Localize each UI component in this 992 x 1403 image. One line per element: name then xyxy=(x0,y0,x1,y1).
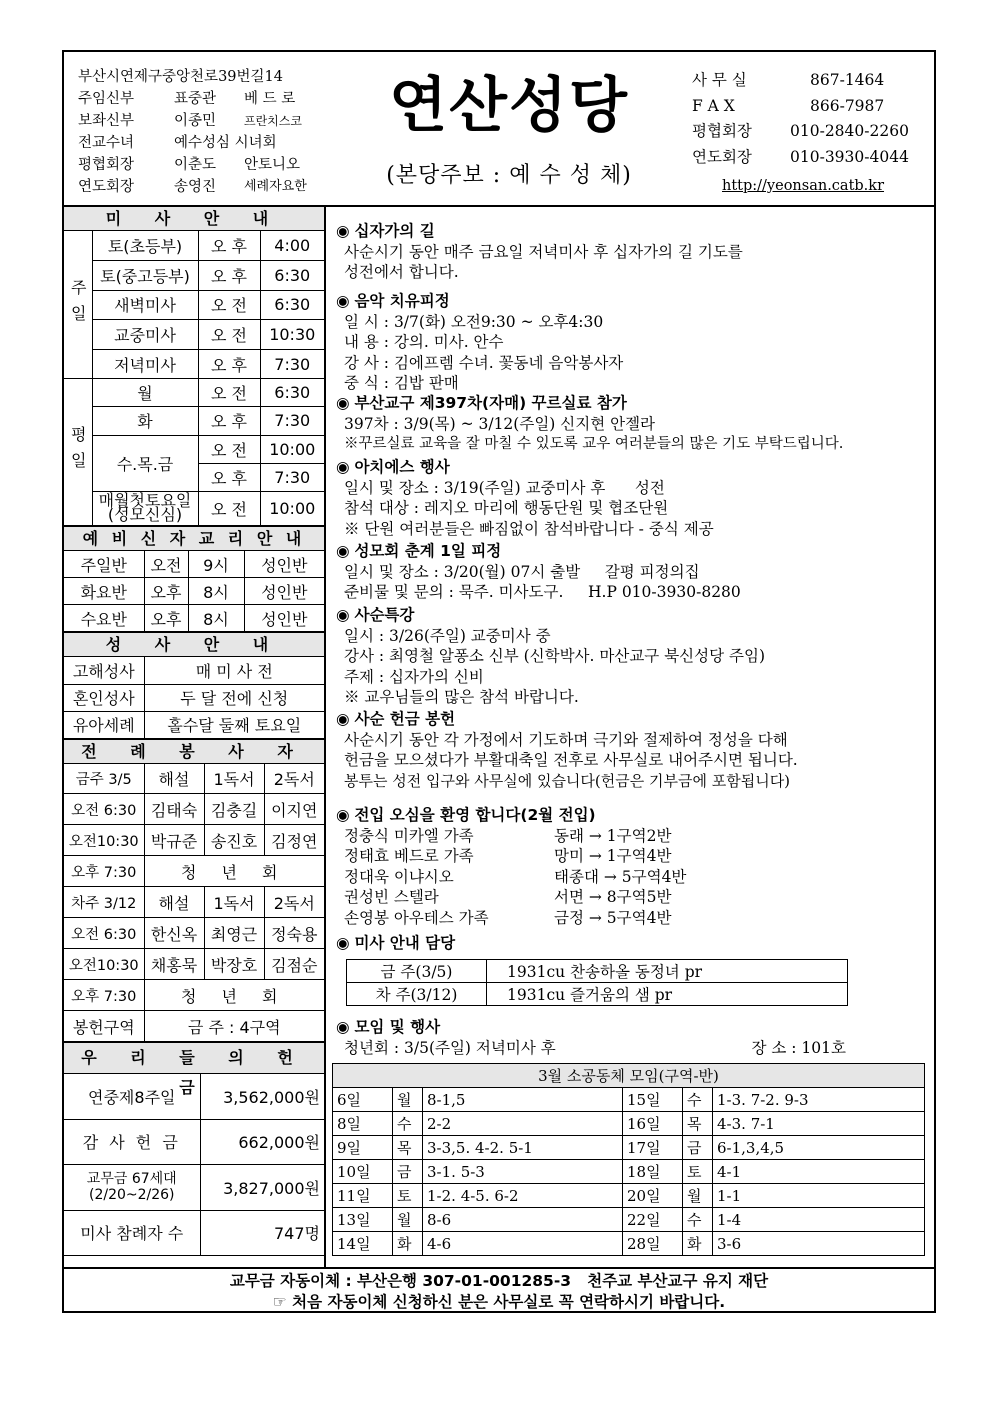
staff-role: 평협회장 xyxy=(78,157,135,173)
staff-name: 이춘도 xyxy=(174,157,217,173)
minister-name: 김충길 xyxy=(204,794,264,825)
groups: 6-1,3,4,5 xyxy=(713,1136,925,1160)
move-route: 동래 → 1구역2반 xyxy=(554,826,672,845)
day: 17일 xyxy=(623,1136,683,1160)
table-row xyxy=(333,1112,925,1136)
contact-value: 010-3930-4044 xyxy=(790,147,909,166)
offering-label: 미사 참례자 수 xyxy=(64,1210,200,1255)
table-row xyxy=(64,290,324,320)
minister-name: 박규준 xyxy=(144,825,204,856)
table-row xyxy=(333,1160,925,1184)
move-route: 금정 → 5구역4반 xyxy=(554,908,672,927)
class-ampm: 오후 xyxy=(144,578,188,605)
table-row xyxy=(64,1011,324,1042)
class-hour: 9시 xyxy=(188,551,244,578)
staff-baptismal: 안토니오 xyxy=(244,157,301,173)
contact-label: 연도회장 xyxy=(692,147,752,166)
mass-time: 10:00 xyxy=(260,491,324,525)
notice-heading: ◉ 부산교구 제397차(자매) 꾸르실료 참가 xyxy=(336,393,843,414)
mass-time: 오후 7:30 xyxy=(64,856,144,887)
class-ampm: 오후 xyxy=(144,605,188,632)
staff-name: 예수성심 시녀회 xyxy=(174,135,277,151)
guide-week: 금 주(3/5) xyxy=(347,960,487,983)
weekday: 목 xyxy=(683,1112,713,1136)
groups: 4-3. 7-1 xyxy=(713,1112,925,1136)
footer xyxy=(64,1267,934,1311)
staff-name: 이종민 xyxy=(174,113,217,129)
minister-group: 청 년 회 xyxy=(144,856,324,887)
week-label: 차주 3/12 xyxy=(64,887,144,918)
mass-ampm: 오 후 xyxy=(198,406,260,435)
day: 10일 xyxy=(333,1160,393,1184)
notice-heading: ◉ 음악 치유피정 xyxy=(336,291,623,312)
role-header: 1독서 xyxy=(204,764,264,794)
table-row xyxy=(64,605,324,632)
guide-week: 차 주(3/12) xyxy=(347,983,487,1006)
weekday: 월 xyxy=(393,1088,423,1112)
header-contacts xyxy=(692,68,909,200)
groups: 1-3. 7-2. 9-3 xyxy=(713,1088,925,1112)
sacrament-value: 매 미 사 전 xyxy=(144,657,324,684)
family-name: 정충식 미카엘 가족 xyxy=(344,826,474,845)
day: 14일 xyxy=(333,1232,393,1256)
notice-line: 참석 대상 : 레지오 마리에 행동단원 및 협조단원 xyxy=(344,499,669,517)
minister-name: 정숙용 xyxy=(264,918,324,949)
class-hour: 8시 xyxy=(188,605,244,632)
mass-name: 새벽미사 xyxy=(92,290,198,320)
contact-value: 867-1464 xyxy=(810,71,885,89)
meeting-place: 장 소 : 101호 xyxy=(751,1038,846,1057)
notice-lent-offering xyxy=(336,709,798,791)
notice-line: 일시 : 3/26(주일) 교중미사 중 xyxy=(344,626,551,645)
table-row xyxy=(64,349,324,379)
notice-line: 내 용 : 강의. 미사. 안수 xyxy=(344,333,504,351)
minister-name: 김점순 xyxy=(264,949,324,980)
mass-name: 교중미사 xyxy=(92,320,198,350)
sacrament-name: 고해성사 xyxy=(64,657,144,684)
mass-ampm: 오 후 xyxy=(198,349,260,379)
contact-value: 866-7987 xyxy=(810,96,885,115)
groups: 4-1 xyxy=(713,1160,925,1184)
table-row xyxy=(64,379,324,406)
weekday-label: 평일 xyxy=(64,379,92,525)
notice-line: 사순시기 동안 매주 금요일 저녁미사 후 십자가의 길 기도를 xyxy=(344,242,743,261)
week-label: 금주 3/5 xyxy=(64,764,144,794)
table-row xyxy=(64,435,324,463)
minister-name: 김태숙 xyxy=(144,794,204,825)
groups: 3-3,5. 4-2. 5-1 xyxy=(423,1136,623,1160)
notice-line: ※ 단원 여러분들은 빠짐없이 참석바랍니다 - 중식 제공 xyxy=(344,519,714,538)
sacrament-value: 두 달 전에 신청 xyxy=(144,684,324,711)
offering-value: 747명 xyxy=(200,1210,324,1255)
table-row xyxy=(64,406,324,435)
table-row xyxy=(64,684,324,711)
sacraments-title: 성 사 안 내 xyxy=(64,632,324,657)
family-name: 정대욱 이냐시오 xyxy=(344,867,454,886)
table-row xyxy=(64,231,324,261)
notice-line: 봉투는 성전 입구와 사무실에 있습니다(헌금은 기부금에 포함됩니다) xyxy=(344,771,791,790)
class-name: 수요반 xyxy=(64,605,144,632)
page-title: 연산성당 xyxy=(389,71,629,141)
mass-table xyxy=(64,231,324,526)
day: 18일 xyxy=(623,1160,683,1184)
table-row xyxy=(333,1232,925,1256)
table-row xyxy=(333,1208,925,1232)
table-row xyxy=(64,856,324,887)
groups: 8-1,5 xyxy=(423,1088,623,1112)
header xyxy=(64,52,934,207)
weekday: 수 xyxy=(683,1088,713,1112)
notice-line: 준비물 및 문의 : 묵주. 미사도구. H.P 010-3930-8280 xyxy=(344,583,741,601)
ministers-table xyxy=(64,764,324,1043)
notice-music-retreat xyxy=(336,291,623,394)
notice-heading: ◉ 사순특강 xyxy=(336,605,765,626)
move-in-list xyxy=(336,826,734,929)
minister-name: 송진호 xyxy=(204,825,264,856)
groups: 3-1. 5-3 xyxy=(423,1160,623,1184)
mass-time: 오전10:30 xyxy=(64,825,144,856)
groups: 1-4 xyxy=(713,1208,925,1232)
ministers-title: 전 례 봉 사 자 xyxy=(64,739,324,764)
notice-meetings xyxy=(336,1017,846,1058)
staff-baptismal: 세례자요한 xyxy=(244,179,307,194)
move-route: 서면 → 8구역5반 xyxy=(554,888,672,906)
groups: 8-6 xyxy=(423,1208,623,1232)
left-column xyxy=(64,207,326,1267)
notice-line: 헌금을 모으셨다가 부활대축일 전후로 사무실로 내어주시면 됩니다. xyxy=(344,751,798,769)
notice-line: 일시 및 장소 : 3/20(월) 07시 출발 갈평 피정의집 xyxy=(344,562,700,581)
role-header: 해설 xyxy=(144,764,204,794)
mass-name: 매월첫토요일 (성모신심) xyxy=(92,491,198,525)
contact-label: 사 무 실 xyxy=(692,71,747,89)
meeting-line xyxy=(336,1038,846,1059)
weekday: 목 xyxy=(393,1136,423,1160)
weekday: 금 xyxy=(393,1160,423,1184)
minister-name: 김정연 xyxy=(264,825,324,856)
website-link[interactable]: http://yeonsan.catb.kr xyxy=(722,178,885,194)
mass-ampm: 오 전 xyxy=(198,491,260,525)
notice-heading: ◉ 미사 안내 담당 xyxy=(336,933,455,954)
day: 20일 xyxy=(623,1184,683,1208)
role-header: 해설 xyxy=(144,887,204,918)
table-row xyxy=(64,918,324,949)
table-row xyxy=(64,764,324,794)
notice-lent-lecture xyxy=(336,605,765,708)
family-name: 권성빈 스텔라 xyxy=(344,888,439,906)
catechism-table xyxy=(64,551,324,633)
notice-line: 중 식 : 김밥 판매 xyxy=(344,374,459,392)
notice-line: 397차 : 3/9(목) ~ 3/12(주일) 신지현 안젤라 xyxy=(344,414,656,433)
offering-value: 3,827,000원 xyxy=(200,1164,324,1210)
small-groups-title: 3월 소공동체 모임(구역-반) xyxy=(333,1064,925,1088)
weekday: 토 xyxy=(683,1160,713,1184)
table-row xyxy=(64,825,324,856)
mass-name: 월 xyxy=(92,379,198,406)
weekday: 월 xyxy=(683,1184,713,1208)
day: 15일 xyxy=(623,1088,683,1112)
sunday-label: 주일 xyxy=(64,231,92,379)
offerings-title: 우 리 들 의 헌 금 xyxy=(64,1042,324,1074)
class-target: 성인반 xyxy=(244,605,324,632)
staff-role: 연도회장 xyxy=(78,179,135,195)
notice-heading: ◉ 십자가의 길 xyxy=(336,221,743,242)
family-name: 정태효 베드로 가족 xyxy=(344,847,474,865)
notice-line: 성전에서 합니다. xyxy=(344,263,459,281)
notice-acies xyxy=(336,457,714,539)
groups: 2-2 xyxy=(423,1112,623,1136)
day: 11일 xyxy=(333,1184,393,1208)
mass-time: 10:30 xyxy=(260,320,324,350)
staff-baptismal: 프란치스코 xyxy=(244,114,302,128)
contact-value: 010-2840-2260 xyxy=(790,122,909,140)
class-name: 주일반 xyxy=(64,551,144,578)
staff-name: 표중관 xyxy=(174,91,217,107)
weekday: 토 xyxy=(393,1184,423,1208)
mass-ampm: 오 전 xyxy=(198,435,260,463)
day: 16일 xyxy=(623,1112,683,1136)
table-row xyxy=(64,1119,324,1164)
day: 8일 xyxy=(333,1112,393,1136)
bulletin-frame xyxy=(62,50,936,1313)
mass-time: 4:00 xyxy=(260,231,324,261)
small-groups-table xyxy=(332,1063,925,1256)
contact-label: F A X xyxy=(692,96,735,115)
notice-heading: ◉ 사순 헌금 봉헌 xyxy=(336,709,798,730)
mass-time: 오전10:30 xyxy=(64,949,144,980)
weekday: 수 xyxy=(683,1208,713,1232)
table-row xyxy=(64,261,324,291)
notice-line: 강사 : 최영철 알퐁소 신부 (신학박사. 마산교구 북신성당 주임) xyxy=(344,647,766,665)
table-row xyxy=(64,1164,324,1210)
weekday: 화 xyxy=(393,1232,423,1256)
mass-time: 10:00 xyxy=(260,435,324,463)
notice-line: 주제 : 십자가의 신비 xyxy=(344,667,484,686)
page-subtitle: (본당주보 : 예 수 성 체) xyxy=(386,163,632,188)
minister-name: 채홍묵 xyxy=(144,949,204,980)
mass-time: 오후 7:30 xyxy=(64,980,144,1011)
meeting-info: 청년회 : 3/5(주일) 저녁미사 후 xyxy=(344,1038,556,1057)
notice-mothers-retreat xyxy=(336,541,741,603)
mass-ampm: 오 후 xyxy=(198,463,260,491)
mass-time: 6:30 xyxy=(260,290,324,320)
staff-role: 보좌신부 xyxy=(78,113,135,129)
table-row xyxy=(333,1088,925,1112)
day: 28일 xyxy=(623,1232,683,1256)
footer-bank-info: 교무금 자동이체 : 부산은행 307-01-001285-3 천주교 부산교구 유지 재단 xyxy=(229,1272,769,1290)
offering-area-value: 금 주 : 4구역 xyxy=(144,1011,324,1042)
minister-name: 박장호 xyxy=(204,949,264,980)
groups: 3-6 xyxy=(713,1232,925,1256)
catechism-title: 예 비 신 자 교 리 안 내 xyxy=(64,526,324,551)
day: 22일 xyxy=(623,1208,683,1232)
table-row xyxy=(64,1210,324,1255)
notice-cursillo xyxy=(336,393,843,455)
day: 9일 xyxy=(333,1136,393,1160)
header-staff xyxy=(78,66,307,198)
staff-role: 주임신부 xyxy=(78,91,135,107)
guide-choir: 1931cu 즐거움의 샘 pr xyxy=(487,983,848,1006)
mass-name: 화 xyxy=(92,406,198,435)
staff-baptismal: 베 드 로 xyxy=(244,91,296,107)
table-row xyxy=(347,983,848,1006)
class-ampm: 오전 xyxy=(144,551,188,578)
mass-time: 7:30 xyxy=(260,463,324,491)
mass-time: 오전 6:30 xyxy=(64,918,144,949)
contact-label: 평협회장 xyxy=(692,122,752,140)
table-row xyxy=(64,320,324,350)
move-route: 태종대 → 5구역4반 xyxy=(554,867,687,886)
staff-name: 송영진 xyxy=(174,179,217,195)
table-row xyxy=(64,980,324,1011)
weekday: 금 xyxy=(683,1136,713,1160)
role-header: 1독서 xyxy=(204,887,264,918)
table-row xyxy=(333,1136,925,1160)
mass-ampm: 오 후 xyxy=(198,231,260,261)
offering-value: 662,000원 xyxy=(200,1119,324,1164)
notice-line: 사순시기 동안 각 가정에서 기도하며 극기와 절제하여 정성을 다해 xyxy=(344,730,788,749)
mass-name: 저녁미사 xyxy=(92,349,198,379)
notice-move-in xyxy=(336,805,734,928)
groups: 4-6 xyxy=(423,1232,623,1256)
mass-guide-table xyxy=(346,959,848,1006)
notice-line: ※ 교우님들의 많은 참석 바랍니다. xyxy=(344,688,579,706)
class-target: 성인반 xyxy=(244,578,324,605)
offering-value: 3,562,000원 xyxy=(200,1074,324,1119)
mass-name: 토(초등부) xyxy=(92,231,198,261)
table-row xyxy=(333,1064,925,1088)
mass-time: 6:30 xyxy=(260,379,324,406)
table-row xyxy=(64,657,324,684)
minister-name: 이지연 xyxy=(264,794,324,825)
minister-name: 최영근 xyxy=(204,918,264,949)
offering-label: 교무금 67세대 (2/20~2/26) xyxy=(64,1164,200,1210)
notice-line: 일 시 : 3/7(화) 오전9:30 ~ 오후4:30 xyxy=(344,312,604,331)
table-row xyxy=(64,491,324,525)
mass-ampm: 오 전 xyxy=(198,320,260,350)
mass-time: 7:30 xyxy=(260,349,324,379)
notice-heading: ◉ 성모회 춘계 1일 피정 xyxy=(336,541,741,562)
groups: 1-1 xyxy=(713,1184,925,1208)
move-route: 망미 → 1구역4반 xyxy=(554,847,672,865)
address: 부산시연제구중앙천로39번길14 xyxy=(78,69,283,85)
notice-heading: ◉ 모임 및 행사 xyxy=(336,1017,846,1038)
footer-notice: ☞ 처음 자동이체 신청하신 분은 사무실로 꼭 연락하시기 바랍니다. xyxy=(272,1293,726,1311)
table-row xyxy=(347,960,848,983)
mass-title: 미 사 안 내 xyxy=(64,207,324,231)
offering-area-label: 봉헌구역 xyxy=(64,1011,144,1042)
table-row xyxy=(64,794,324,825)
mass-time: 6:30 xyxy=(260,261,324,291)
table-row xyxy=(64,711,324,738)
offering-label: 감 사 헌 금 xyxy=(64,1119,200,1164)
offering-label: 연중제8주일 xyxy=(64,1074,200,1119)
mass-ampm: 오 전 xyxy=(198,290,260,320)
sacraments-table xyxy=(64,657,324,739)
notice-stations xyxy=(336,221,743,283)
sacrament-name: 유아세례 xyxy=(64,711,144,738)
family-name: 손영봉 아우테스 가족 xyxy=(344,908,489,927)
mass-ampm: 오 후 xyxy=(198,261,260,291)
staff-role: 전교수녀 xyxy=(78,135,135,151)
groups: 1-2. 4-5. 6-2 xyxy=(423,1184,623,1208)
table-row xyxy=(64,551,324,578)
mass-time: 오전 6:30 xyxy=(64,794,144,825)
weekday: 월 xyxy=(393,1208,423,1232)
guide-choir: 1931cu 찬송하올 동정녀 pr xyxy=(487,960,848,983)
notice-line: ※꾸르실료 교육을 잘 마칠 수 있도록 교우 여러분들의 많은 기도 부탁드립니다. xyxy=(344,436,844,452)
notice-line: 강 사 : 김에프렘 수녀. 꽃동네 음악봉사자 xyxy=(344,353,624,372)
class-hour: 8시 xyxy=(188,578,244,605)
mass-name: 수.목.금 xyxy=(92,435,198,491)
weekday: 화 xyxy=(683,1232,713,1256)
minister-name: 한신옥 xyxy=(144,918,204,949)
class-name: 화요반 xyxy=(64,578,144,605)
day: 6일 xyxy=(333,1088,393,1112)
weekday: 수 xyxy=(393,1112,423,1136)
sacrament-name: 혼인성사 xyxy=(64,684,144,711)
day: 13일 xyxy=(333,1208,393,1232)
mass-ampm: 오 전 xyxy=(198,379,260,406)
class-target: 성인반 xyxy=(244,551,324,578)
minister-group: 청 년 회 xyxy=(144,980,324,1011)
mass-name: 토(중고등부) xyxy=(92,261,198,291)
notice-mass-guide xyxy=(336,933,455,954)
sacrament-value: 홀수달 둘째 토요일 xyxy=(144,711,324,738)
notice-heading: ◉ 전입 오심을 환영 합니다(2월 전입) xyxy=(336,805,734,826)
notice-heading: ◉ 아치에스 행사 xyxy=(336,457,714,478)
notice-line: 일시 및 장소 : 3/19(주일) 교중미사 후 성전 xyxy=(344,478,665,497)
role-header: 2독서 xyxy=(264,764,324,794)
right-column xyxy=(326,207,934,1267)
table-row xyxy=(64,887,324,918)
role-header: 2독서 xyxy=(264,887,324,918)
table-row xyxy=(64,949,324,980)
table-row xyxy=(64,578,324,605)
table-row xyxy=(333,1184,925,1208)
mass-time: 7:30 xyxy=(260,406,324,435)
